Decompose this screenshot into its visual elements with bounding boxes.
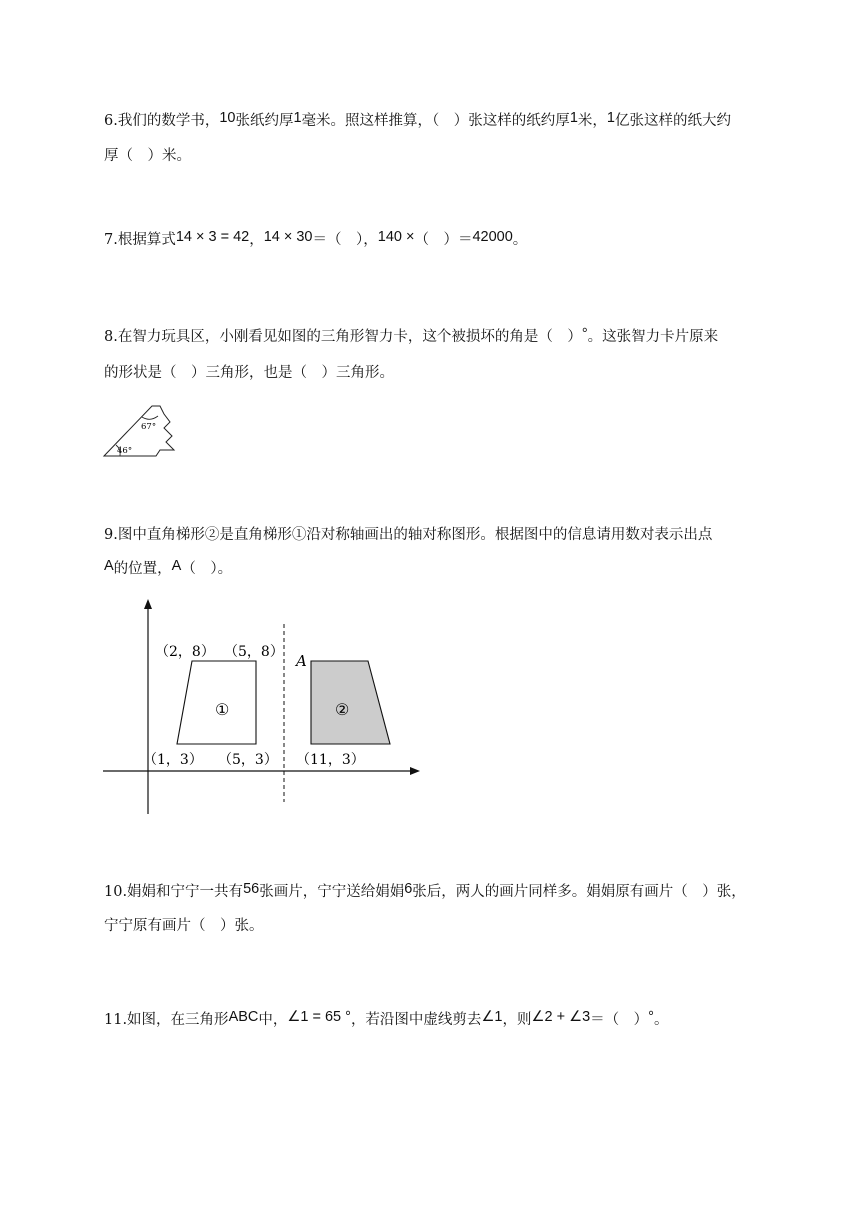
inline-number: ° [648, 1009, 654, 1025]
q9-line1 [104, 525, 712, 545]
inline-text: 8.在智力玩具区，小刚看见如图的三角形智力卡，这个被损坏的角是（ ） [104, 329, 582, 345]
inline-text: 亿张这样的纸大约 [614, 113, 731, 129]
shape-1-label: ① [215, 700, 230, 719]
inline-text: 的形状是（ ）三角形，也是（ ）三角形。 [104, 365, 394, 381]
q10-line1 [104, 882, 746, 902]
trapezoid-2 [311, 661, 390, 744]
inline-text: 11.如图，在三角形 [104, 1012, 229, 1028]
inline-text: 张纸约厚 [235, 113, 294, 129]
inline-text: 。 [653, 1012, 669, 1028]
q8-line1 [104, 327, 718, 347]
inline-number: 1 [606, 110, 615, 126]
q7-line1 [104, 230, 527, 250]
inline-text: 米， [577, 113, 607, 129]
inline-number: 140 × [377, 229, 415, 245]
inline-number: 10 [219, 110, 236, 126]
inline-number: 1 [569, 110, 578, 126]
q6-line1 [104, 111, 731, 131]
coordinate-figure [98, 596, 428, 818]
inline-number: A [104, 558, 114, 574]
inline-number: ∠1 = 65 ° [287, 1009, 351, 1025]
shape-2-label: ② [335, 700, 350, 719]
angle-67-label: 67° [141, 422, 157, 432]
inline-text: ，若沿图中虚线剪去 [350, 1012, 482, 1028]
inline-text: 7.根据算式 [104, 232, 176, 248]
inline-number: 14 × 30 [263, 229, 313, 245]
inline-number: 14 × 3 = 42 [175, 229, 250, 245]
inline-text: 中， [258, 1012, 288, 1028]
inline-number: ABC [228, 1009, 259, 1025]
inline-number: 56 [243, 881, 260, 897]
inline-text: ＝（ ）， [312, 232, 378, 248]
inline-text: （ ）。 [181, 561, 233, 577]
point-label-11-3: （11，3） [296, 752, 365, 768]
q8-line2 [104, 363, 394, 383]
inline-text: 张后，两人的画片同样多。娟娟原有画片（ ）张， [412, 884, 746, 900]
inline-text: （ ）＝ [414, 232, 473, 248]
inline-number: A [171, 558, 182, 574]
q11-line1 [104, 1010, 668, 1030]
inline-text: 宁宁原有画片（ ）张。 [104, 918, 264, 934]
point-label-5-3: （5，3） [218, 752, 278, 768]
inline-text: 。这张智力卡片原来 [587, 329, 719, 345]
inline-number: ∠2 + ∠3 [531, 1009, 591, 1025]
inline-number: ° [581, 326, 588, 342]
inline-text: 6.我们的数学书， [104, 113, 220, 129]
inline-text: 张画片，宁宁送给娟娟 [259, 884, 405, 900]
point-label-5-8: （5，8） [224, 644, 284, 660]
point-A-label: A [296, 652, 307, 670]
inline-number: ∠1 [481, 1009, 503, 1025]
inline-text: ＝（ ） [590, 1012, 649, 1028]
point-label-1-3: （1，3） [143, 752, 203, 768]
q10-line2 [104, 916, 264, 936]
inline-text: 毫米。照这样推算，（ ）张这样的纸约厚 [301, 113, 570, 129]
inline-text: 。 [512, 232, 528, 248]
point-label-2-8: （2，8） [155, 644, 215, 660]
inline-text: 的位置， [113, 561, 172, 577]
inline-number: 6 [404, 881, 413, 897]
damaged-triangle-figure [100, 400, 190, 462]
inline-text: 10.娟娟和宁宁一共有 [104, 884, 244, 900]
inline-text: 厚（ ）米。 [104, 148, 191, 164]
inline-number: 1 [293, 110, 302, 126]
inline-text: ，则 [502, 1012, 532, 1028]
inline-text: ， [249, 232, 264, 248]
inline-text: 9.图中直角梯形②是直角梯形①沿对称轴画出的轴对称图形。根据图中的信息请用数对表示出点 [104, 527, 713, 543]
q6-line2 [104, 146, 191, 166]
inline-number: 42000 [472, 229, 513, 245]
angle-46-label: 46° [117, 446, 133, 456]
q9-line2 [104, 559, 232, 579]
